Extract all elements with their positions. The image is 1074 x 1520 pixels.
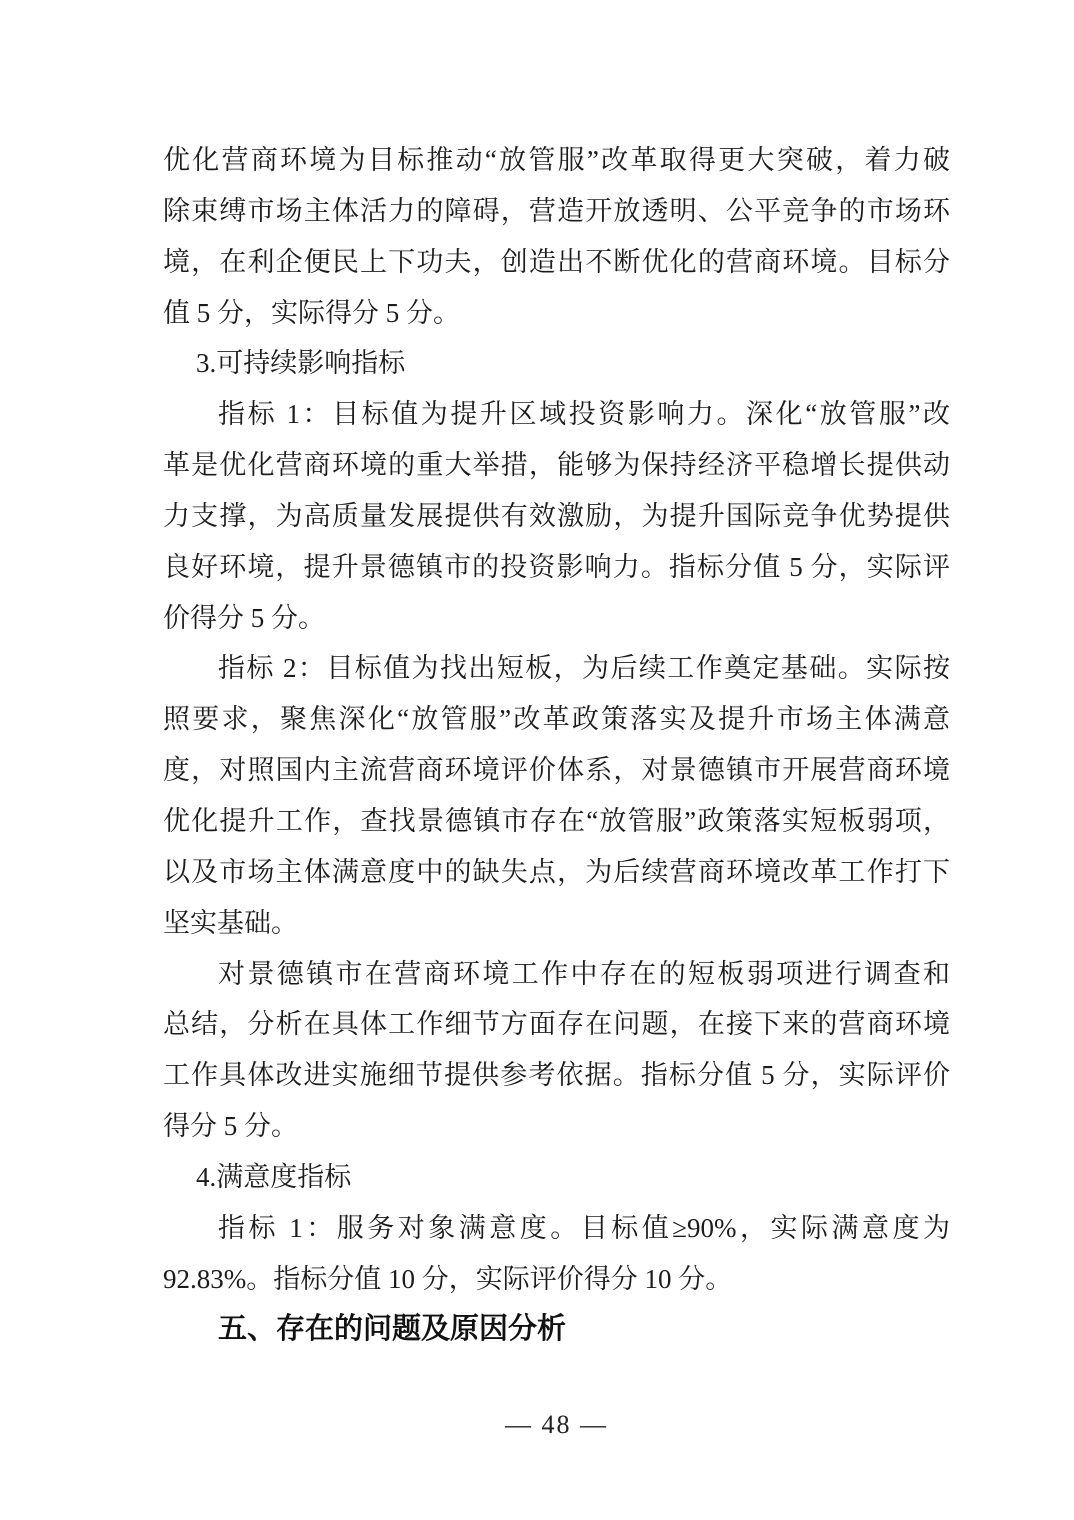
text-line: 境，在利企便民上下功夫，创造出不断优化的营商环境。目标分 <box>163 246 950 277</box>
paragraph <box>163 1203 950 1305</box>
text-line: 坚实基础。 <box>163 907 298 938</box>
text-line: 指标 1：服务对象满意度。目标值≥90%，实际满意度为 <box>218 1212 950 1243</box>
text-line: 工作具体改进实施细节提供参考依据。指标分值 5 分，实际评价 <box>163 1060 950 1091</box>
text-line: 值 5 分，实际得分 5 分。 <box>163 297 460 328</box>
subsection-heading: 4.满意度指标 <box>196 1161 352 1192</box>
text-line: 优化营商环境为目标推动“放管服”改革取得更大突破，着力破 <box>163 145 950 175</box>
text-line: 总结，分析在具体工作细节方面存在问题，在接下来的营商环境 <box>163 1009 950 1040</box>
page-number: — 48 — <box>505 1410 608 1439</box>
paragraph <box>163 1152 950 1203</box>
text-line: 以及市场主体满意度中的缺失点，为后续营商环境改革工作打下 <box>163 856 950 887</box>
text-line: 良好环境，提升景德镇市的投资影响力。指标分值 5 分，实际评 <box>163 551 950 582</box>
text-line: 92.83%。指标分值 10 分，实际评价得分 10 分。 <box>163 1263 733 1294</box>
text-line: 得分 5 分。 <box>163 1111 298 1142</box>
text-line: 革是优化营商环境的重大举措，能够为保持经济平稳增长提供动 <box>163 450 950 481</box>
text-line: 除束缚市场主体活力的障碍，营造开放透明、公平竞争的市场环 <box>163 195 950 226</box>
text-line: 指标 2：目标值为找出短板，为后续工作奠定基础。实际按 <box>218 653 950 684</box>
subsection-heading: 3.可持续影响指标 <box>196 348 406 379</box>
text-line: 优化提升工作，查找景德镇市存在“放管服”政策落实短板弱项， <box>163 805 950 836</box>
paragraph <box>163 949 950 1152</box>
text-line: 价得分 5 分。 <box>163 602 325 633</box>
paragraph <box>163 338 950 389</box>
section-heading: 五、存在的问题及原因分析 <box>218 1313 567 1346</box>
paragraph <box>163 389 950 643</box>
text-line: 度，对照国内主流营商环境评价体系，对景德镇市开展营商环境 <box>163 755 950 786</box>
document-body <box>163 135 950 1355</box>
paragraph <box>163 643 950 948</box>
text-line: 对景德镇市在营商环境工作中存在的短板弱项进行调查和 <box>218 958 950 989</box>
text-line: 力支撑，为高质量发展提供有效激励，为提升国际竞争优势提供 <box>163 500 950 531</box>
paragraph <box>163 135 950 338</box>
text-line: 照要求，聚焦深化“放管服”改革政策落实及提升市场主体满意 <box>163 704 950 735</box>
text-line: 指标 1：目标值为提升区域投资影响力。深化“放管服”改 <box>218 399 950 430</box>
